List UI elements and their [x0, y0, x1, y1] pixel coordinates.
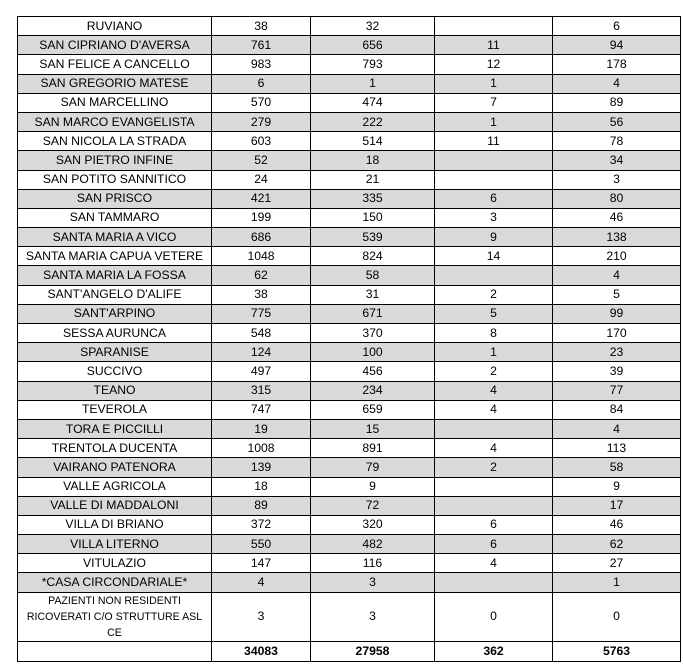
- municipality-cell: TEANO: [18, 381, 212, 400]
- value-cell-1: 775: [212, 304, 311, 323]
- municipality-cell: SANTA MARIA LA FOSSA: [18, 266, 212, 285]
- table-row: [18, 285, 681, 304]
- value-cell-1: 279: [212, 112, 311, 131]
- value-cell-2: 370: [311, 324, 435, 343]
- value-cell-1: 4: [212, 573, 311, 592]
- value-cell-3: [435, 477, 553, 496]
- table-row: [18, 343, 681, 362]
- value-cell-1: 550: [212, 535, 311, 554]
- value-cell-1: 1008: [212, 439, 311, 458]
- municipality-cell: SAN FELICE A CANCELLO: [18, 55, 212, 74]
- table-row: [18, 151, 681, 170]
- value-cell-4: 84: [553, 400, 681, 419]
- table-row: [18, 74, 681, 93]
- table-row: [18, 93, 681, 112]
- table-row: [18, 55, 681, 74]
- table-row: [18, 477, 681, 496]
- municipality-cell: SANT'ANGELO D'ALIFE: [18, 285, 212, 304]
- value-cell-3: 4: [435, 381, 553, 400]
- table-row: [18, 362, 681, 381]
- value-cell-4: 23: [553, 343, 681, 362]
- value-cell-1: 19: [212, 419, 311, 438]
- value-cell-3: 4: [435, 439, 553, 458]
- municipality-cell: SPARANISE: [18, 343, 212, 362]
- value-cell-2: 222: [311, 112, 435, 131]
- value-cell-1: 124: [212, 343, 311, 362]
- value-cell-4: 113: [553, 439, 681, 458]
- value-cell-4: 77: [553, 381, 681, 400]
- totals-row: [18, 641, 681, 661]
- value-cell-4: 89: [553, 93, 681, 112]
- value-cell-2: 79: [311, 458, 435, 477]
- value-cell-1: 38: [212, 17, 311, 36]
- value-cell-2: 100: [311, 343, 435, 362]
- table-row: [18, 208, 681, 227]
- value-cell-3: 8: [435, 324, 553, 343]
- municipality-cell: SAN CIPRIANO D'AVERSA: [18, 36, 212, 55]
- value-cell-3: 6: [435, 189, 553, 208]
- value-cell-2: 15: [311, 419, 435, 438]
- value-cell-3: 1: [435, 112, 553, 131]
- totals-label-cell: [18, 641, 212, 661]
- value-cell-2: 31: [311, 285, 435, 304]
- municipality-cell: TEVEROLA: [18, 400, 212, 419]
- municipality-cell: VITULAZIO: [18, 554, 212, 573]
- total-value-cell-1: 34083: [212, 641, 311, 661]
- value-cell-3: 4: [435, 554, 553, 573]
- value-cell-3: 14: [435, 247, 553, 266]
- table-row: [18, 573, 681, 592]
- municipality-cell: VILLA LITERNO: [18, 535, 212, 554]
- value-cell-2: 32: [311, 17, 435, 36]
- value-cell-3: 1: [435, 343, 553, 362]
- municipality-cell: TRENTOLA DUCENTA: [18, 439, 212, 458]
- municipality-cell: SANTA MARIA A VICO: [18, 228, 212, 247]
- municipality-cell: *CASA CIRCONDARIALE*: [18, 573, 212, 592]
- table-row: [18, 189, 681, 208]
- value-cell-4: 46: [553, 515, 681, 534]
- value-cell-2: 659: [311, 400, 435, 419]
- municipality-cell: SANTA MARIA CAPUA VETERE: [18, 247, 212, 266]
- value-cell-2: 482: [311, 535, 435, 554]
- value-cell-3: 11: [435, 132, 553, 151]
- value-cell-1: 38: [212, 285, 311, 304]
- value-cell-4: 0: [553, 592, 681, 641]
- municipality-cell: SAN TAMMARO: [18, 208, 212, 227]
- value-cell-1: 497: [212, 362, 311, 381]
- value-cell-1: 62: [212, 266, 311, 285]
- municipality-cell: SAN GREGORIO MATESE: [18, 74, 212, 93]
- value-cell-2: 335: [311, 189, 435, 208]
- value-cell-4: 138: [553, 228, 681, 247]
- value-cell-4: 1: [553, 573, 681, 592]
- value-cell-1: 686: [212, 228, 311, 247]
- value-cell-1: 603: [212, 132, 311, 151]
- value-cell-2: 3: [311, 592, 435, 641]
- value-cell-1: 147: [212, 554, 311, 573]
- table-row: [18, 247, 681, 266]
- value-cell-3: 2: [435, 458, 553, 477]
- value-cell-2: 456: [311, 362, 435, 381]
- value-cell-4: 178: [553, 55, 681, 74]
- value-cell-1: 52: [212, 151, 311, 170]
- table-row: [18, 112, 681, 131]
- municipality-cell: VAIRANO PATENORA: [18, 458, 212, 477]
- value-cell-3: 4: [435, 400, 553, 419]
- table-row: [18, 439, 681, 458]
- value-cell-2: 824: [311, 247, 435, 266]
- municipality-cell: SAN MARCO EVANGELISTA: [18, 112, 212, 131]
- value-cell-3: 9: [435, 228, 553, 247]
- value-cell-2: 474: [311, 93, 435, 112]
- value-cell-3: [435, 266, 553, 285]
- value-cell-4: 62: [553, 535, 681, 554]
- municipality-cell: SAN NICOLA LA STRADA: [18, 132, 212, 151]
- value-cell-1: 421: [212, 189, 311, 208]
- value-cell-3: [435, 496, 553, 515]
- value-cell-4: 94: [553, 36, 681, 55]
- value-cell-4: 5: [553, 285, 681, 304]
- total-value-cell-2: 27958: [311, 641, 435, 661]
- value-cell-1: 983: [212, 55, 311, 74]
- value-cell-4: 4: [553, 419, 681, 438]
- value-cell-4: 58: [553, 458, 681, 477]
- value-cell-1: 89: [212, 496, 311, 515]
- value-cell-1: 3: [212, 592, 311, 641]
- value-cell-3: 2: [435, 362, 553, 381]
- table-row: [18, 228, 681, 247]
- value-cell-4: 6: [553, 17, 681, 36]
- value-cell-3: 3: [435, 208, 553, 227]
- table-row: [18, 304, 681, 323]
- value-cell-2: 21: [311, 170, 435, 189]
- value-cell-3: 1: [435, 74, 553, 93]
- total-value-cell-3: 362: [435, 641, 553, 661]
- value-cell-4: 4: [553, 74, 681, 93]
- value-cell-2: 320: [311, 515, 435, 534]
- municipality-cell: TORA E PICCILLI: [18, 419, 212, 438]
- value-cell-4: 4: [553, 266, 681, 285]
- municipality-cell: PAZIENTI NON RESIDENTI RICOVERATI C/O STRUTTURE ASL CE: [18, 592, 212, 641]
- municipality-cell: SAN MARCELLINO: [18, 93, 212, 112]
- value-cell-2: 3: [311, 573, 435, 592]
- value-cell-4: 27: [553, 554, 681, 573]
- municipality-cell: SAN POTITO SANNITICO: [18, 170, 212, 189]
- municipality-cell: SUCCIVO: [18, 362, 212, 381]
- value-cell-2: 671: [311, 304, 435, 323]
- value-cell-4: 46: [553, 208, 681, 227]
- value-cell-1: 548: [212, 324, 311, 343]
- value-cell-2: 656: [311, 36, 435, 55]
- municipality-cell: SANT'ARPINO: [18, 304, 212, 323]
- table-row: [18, 266, 681, 285]
- value-cell-4: 170: [553, 324, 681, 343]
- value-cell-4: 34: [553, 151, 681, 170]
- value-cell-1: 139: [212, 458, 311, 477]
- value-cell-1: 315: [212, 381, 311, 400]
- value-cell-4: 9: [553, 477, 681, 496]
- value-cell-2: 58: [311, 266, 435, 285]
- table-row: [18, 132, 681, 151]
- value-cell-2: 9: [311, 477, 435, 496]
- value-cell-2: 150: [311, 208, 435, 227]
- value-cell-3: 5: [435, 304, 553, 323]
- municipality-cell: VALLE AGRICOLA: [18, 477, 212, 496]
- value-cell-1: 1048: [212, 247, 311, 266]
- table-row: [18, 515, 681, 534]
- table-body: [18, 17, 681, 662]
- value-cell-1: 6: [212, 74, 311, 93]
- value-cell-4: 99: [553, 304, 681, 323]
- municipality-cell: VILLA DI BRIANO: [18, 515, 212, 534]
- table-row: [18, 324, 681, 343]
- municipality-cell: SAN PIETRO INFINE: [18, 151, 212, 170]
- municipality-cell: RUVIANO: [18, 17, 212, 36]
- value-cell-1: 372: [212, 515, 311, 534]
- table-row: [18, 170, 681, 189]
- value-cell-3: [435, 151, 553, 170]
- value-cell-1: 761: [212, 36, 311, 55]
- table-row: [18, 36, 681, 55]
- municipality-table: [17, 16, 681, 662]
- value-cell-3: [435, 419, 553, 438]
- municipality-cell: SAN PRISCO: [18, 189, 212, 208]
- value-cell-2: 514: [311, 132, 435, 151]
- value-cell-3: 7: [435, 93, 553, 112]
- table-row: [18, 458, 681, 477]
- value-cell-2: 18: [311, 151, 435, 170]
- total-value-cell-4: 5763: [553, 641, 681, 661]
- value-cell-3: 6: [435, 515, 553, 534]
- table-row: [18, 17, 681, 36]
- value-cell-2: 116: [311, 554, 435, 573]
- value-cell-3: 11: [435, 36, 553, 55]
- value-cell-4: 210: [553, 247, 681, 266]
- table-row: [18, 381, 681, 400]
- value-cell-4: 56: [553, 112, 681, 131]
- value-cell-3: [435, 573, 553, 592]
- data-table-container: [17, 16, 681, 662]
- value-cell-2: 234: [311, 381, 435, 400]
- value-cell-4: 17: [553, 496, 681, 515]
- value-cell-1: 570: [212, 93, 311, 112]
- table-row: [18, 496, 681, 515]
- value-cell-1: 747: [212, 400, 311, 419]
- municipality-cell: VALLE DI MADDALONI: [18, 496, 212, 515]
- value-cell-3: 0: [435, 592, 553, 641]
- value-cell-2: 793: [311, 55, 435, 74]
- value-cell-4: 80: [553, 189, 681, 208]
- value-cell-4: 3: [553, 170, 681, 189]
- table-row: [18, 592, 681, 641]
- value-cell-1: 24: [212, 170, 311, 189]
- value-cell-1: 18: [212, 477, 311, 496]
- value-cell-2: 72: [311, 496, 435, 515]
- table-row: [18, 400, 681, 419]
- value-cell-1: 199: [212, 208, 311, 227]
- table-row: [18, 419, 681, 438]
- table-row: [18, 554, 681, 573]
- municipality-cell: SESSA AURUNCA: [18, 324, 212, 343]
- table-row: [18, 535, 681, 554]
- value-cell-4: 39: [553, 362, 681, 381]
- value-cell-3: 6: [435, 535, 553, 554]
- value-cell-2: 1: [311, 74, 435, 93]
- value-cell-2: 539: [311, 228, 435, 247]
- value-cell-3: [435, 17, 553, 36]
- value-cell-3: 2: [435, 285, 553, 304]
- value-cell-3: 12: [435, 55, 553, 74]
- value-cell-3: [435, 170, 553, 189]
- value-cell-2: 891: [311, 439, 435, 458]
- value-cell-4: 78: [553, 132, 681, 151]
